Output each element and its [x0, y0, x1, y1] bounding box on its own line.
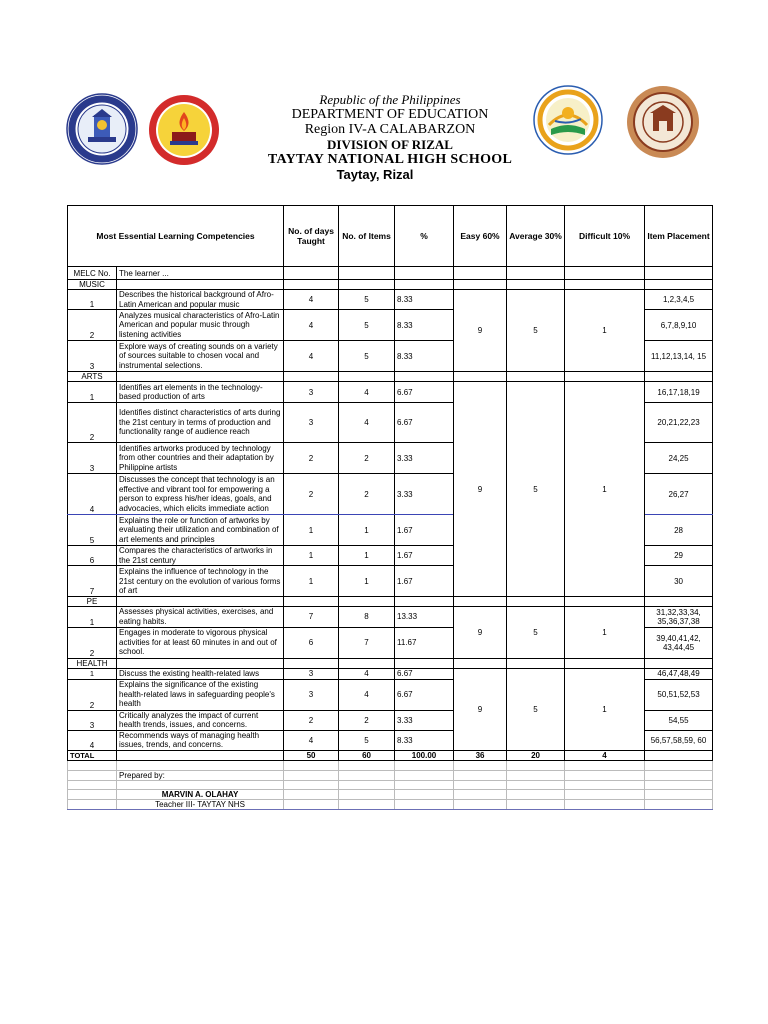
table-row: 2 Explains the significance of the existing health-related laws in safeguarding people's health 3 4 6.67 50,51,52,53 [68, 679, 713, 710]
footer-row [68, 780, 713, 790]
arts-easy: 9 [454, 382, 507, 597]
table-row: 2 Analyzes musical characteristics of Afro-Latin American and popular music through listening activities 4 5 8.33 6,7,8,9,10 [68, 310, 713, 341]
melc-label: MELC No. [68, 267, 117, 280]
footer-row [68, 770, 713, 780]
division-line: DIVISION OF RIZAL [327, 137, 453, 152]
table-row: 3 Critically analyzes the impact of current health trends, issues, and concerns. 2 2 3.33 54,55 [68, 710, 713, 730]
section-row-arts [68, 372, 713, 382]
section-label: HEALTH [68, 658, 117, 668]
section-row-music [68, 280, 713, 290]
pe-difficult: 1 [565, 607, 645, 658]
section-label: MUSIC [68, 280, 117, 290]
section-row-pe [68, 597, 713, 607]
melc-label-row [68, 267, 713, 280]
footer-row [68, 790, 713, 800]
table-row: 6 Compares the characteristics of artworks in the 21st century 1 1 1.67 29 [68, 546, 713, 566]
music-average: 5 [507, 290, 565, 372]
table-row: 1 Discuss the existing health-related laws 3 4 6.67 9 5 1 46,47,48,49 [68, 668, 713, 679]
republic-line: Republic of the Philippines [319, 92, 461, 107]
table-row: 5 Explains the role or function of artworks by evaluating their utilization and combination of art elements and principles 1 1 1.67 28 [68, 515, 713, 546]
town-line: Taytay, Rizal [336, 167, 414, 182]
table-row: 1 Identifies art elements in the technology-based production of arts 3 4 6.67 9 5 1 16,17,18,19 [68, 382, 713, 403]
signatory-position: Teacher III- TAYTAY NHS [117, 800, 284, 810]
health-difficult: 1 [565, 668, 645, 750]
footer-row [68, 800, 713, 810]
col-percent: % [395, 206, 454, 267]
learner-label: The learner ... [117, 267, 284, 280]
table-header-row [68, 206, 713, 267]
col-easy: Easy 60% [454, 206, 507, 267]
arts-average: 5 [507, 382, 565, 597]
section-label: PE [68, 597, 117, 607]
table-of-specifications [67, 205, 713, 810]
document-header [0, 92, 768, 182]
arts-difficult: 1 [565, 382, 645, 597]
total-row: TOTAL 50 60 100.00 36 20 4 [68, 750, 713, 760]
col-average: Average 30% [507, 206, 565, 267]
table-row: 1 Describes the historical background of Afro-Latin American and popular music 4 5 8.33 9 5 1 1,2,3,4,5 [68, 290, 713, 310]
col-items: No. of Items [339, 206, 395, 267]
table-row: 1 Assesses physical activities, exercises, and eating habits. 7 8 13.33 9 5 1 31,32,33,34, 35,36,37,38 [68, 607, 713, 627]
col-placement: Item Placement [645, 206, 713, 267]
region-line: Region IV-A CALABARZON [304, 122, 476, 137]
col-difficult: Difficult 10% [565, 206, 645, 267]
total-label: TOTAL [68, 750, 117, 760]
table-row: 3 Identifies artworks produced by technology from other countries and their adaptation by Philippine artists 2 2 3.33 24,25 [68, 443, 713, 474]
col-days: No. of days Taught [284, 206, 339, 267]
footer-row [68, 760, 713, 770]
pe-easy: 9 [454, 607, 507, 658]
health-average: 5 [507, 668, 565, 750]
table-row: 2 Identifies distinct characteristics of arts during the 21st century in terms of production and functionality range of audience reach 3 4 6.67 20,21,22,23 [68, 403, 713, 443]
table-row: 3 Explore ways of creating sounds on a variety of sources suitable to chosen vocal and instrumental selections. 4 5 8.33 11,12,13,14, 15 [68, 341, 713, 372]
music-easy: 9 [454, 290, 507, 372]
col-competency: Most Essential Learning Competencies [68, 206, 284, 267]
health-easy: 9 [454, 668, 507, 750]
table-row: 4 Recommends ways of managing health issues, trends, and concerns. 4 5 8.33 56,57,58,59, 60 [68, 730, 713, 750]
department-line: DEPARTMENT OF EDUCATION [291, 107, 489, 122]
table-row: 7 Explains the influence of technology in the 21st century on the evolution of various forms of art 1 1 1.67 30 [68, 566, 713, 597]
music-difficult: 1 [565, 290, 645, 372]
signatory-name: MARVIN A. OLAHAY [117, 790, 284, 800]
table-row: 2 Engages in moderate to vigorous physical activities for at least 60 minutes in and out of school. 6 7 11.67 39,40,41,42, 43,44,45 [68, 627, 713, 658]
table-row: 4 Discusses the concept that technology is an effective and vibrant tool for empowering a person to express his/her ideas, goals, and advocacies, which elicits immediate action 2 2 3.33 26,27 [68, 474, 713, 515]
section-row-health [68, 658, 713, 668]
prepared-by-label: Prepared by: [117, 770, 284, 780]
school-name: TAYTAY NATIONAL HIGH SCHOOL [267, 152, 513, 167]
pe-average: 5 [507, 607, 565, 658]
section-label: ARTS [68, 372, 117, 382]
